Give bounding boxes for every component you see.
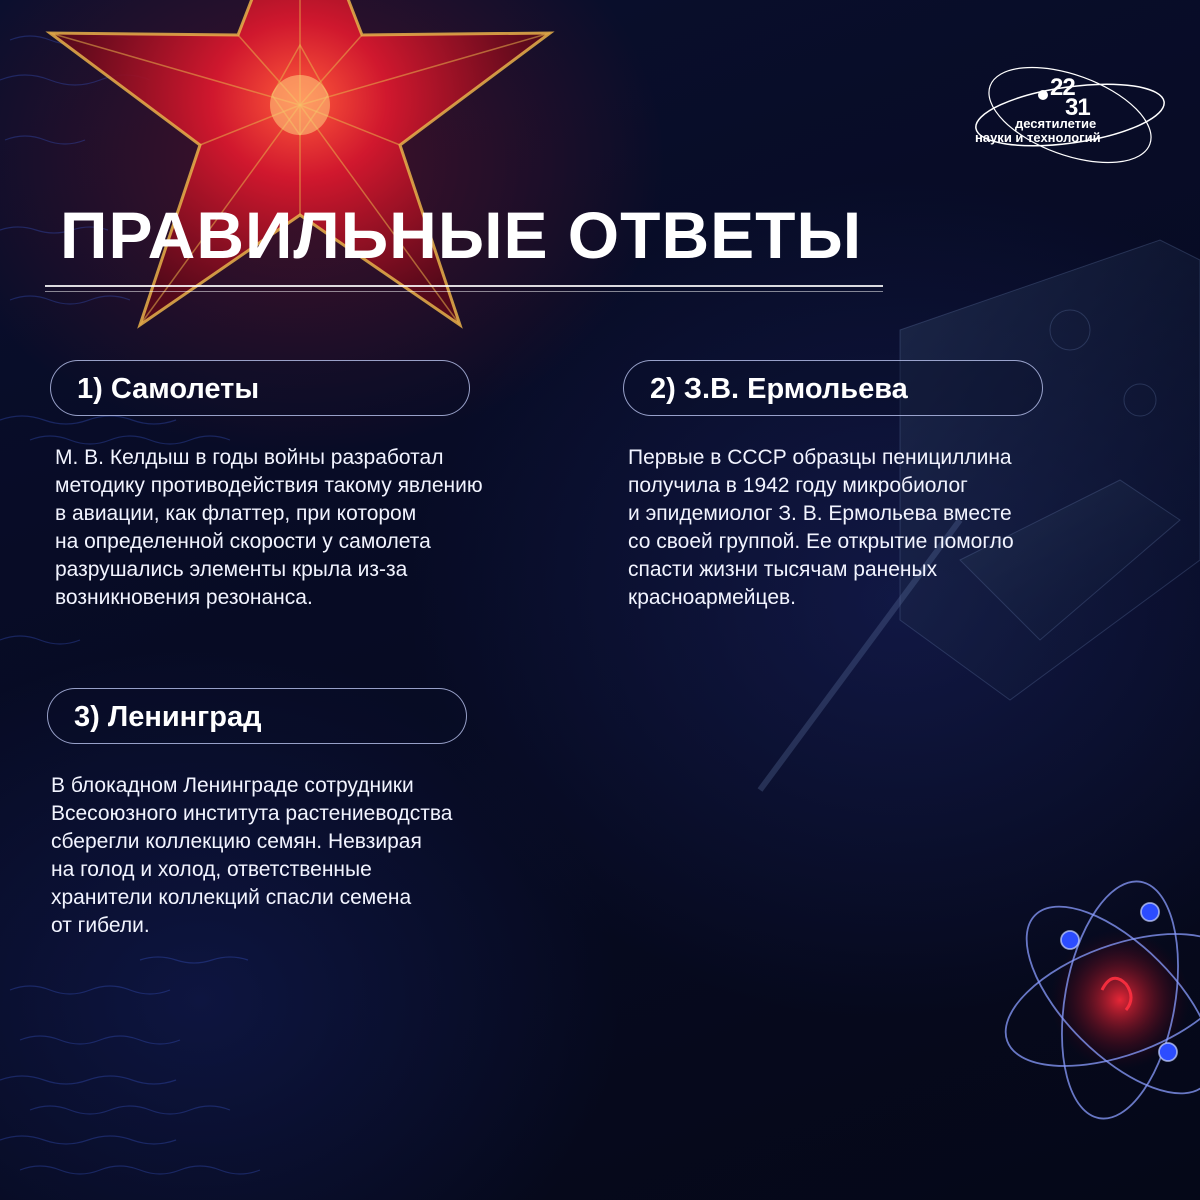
answer-3-text <box>51 772 452 940</box>
answer-1-label: 1) Самолеты <box>77 373 260 405</box>
logo-text-line1: десятилетие <box>1015 116 1097 131</box>
text-line: В блокадном Ленинграде сотрудники <box>51 774 414 797</box>
text-line: сберегли коллекцию семян. Невзирая <box>51 830 422 853</box>
kremlin-star-icon <box>50 0 550 325</box>
text-line: со своей группой. Ее открытие помогло <box>628 530 1014 553</box>
text-line: на определенной скорости у самолета <box>55 530 431 553</box>
text-line: получила в 1942 году микробиолог <box>628 474 968 497</box>
answer-2-text <box>628 444 1014 612</box>
text-line: в авиации, как флаттер, при котором <box>55 502 417 525</box>
answer-1-pill <box>50 360 470 416</box>
text-line: Всесоюзного института растениеводства <box>51 802 453 825</box>
answer-3-label: 3) Ленинград <box>74 701 262 733</box>
text-line: красноармейцев. <box>628 586 796 609</box>
answer-1-text <box>55 444 483 612</box>
logo-number-bottom: 31 <box>1065 94 1090 121</box>
text-line: и эпидемиолог З. В. Ермольева вместе <box>628 502 1012 525</box>
answer-2-label: 2) З.В. Ермольева <box>650 373 908 405</box>
title-divider <box>45 285 883 287</box>
answer-3-pill <box>47 688 467 744</box>
decade-logo <box>965 60 1165 180</box>
logo-text-line2: науки и технологий <box>975 130 1101 145</box>
text-line: хранители коллекций спасли семена <box>51 886 412 909</box>
text-line: методику противодействия такому явлению <box>55 474 483 497</box>
text-line: спасти жизни тысячам раненых <box>628 558 938 581</box>
logo-number-top: 22 <box>1050 74 1075 101</box>
text-line: Первые в СССР образцы пенициллина <box>628 446 1012 469</box>
text-line: от гибели. <box>51 914 150 937</box>
text-line: возникновения резонанса. <box>55 586 313 609</box>
answer-2-pill <box>623 360 1043 416</box>
title-divider-thin <box>45 291 883 292</box>
page-title: ПРАВИЛЬНЫЕ ОТВЕТЫ <box>60 198 863 272</box>
text-line: на голод и холод, ответственные <box>51 858 372 881</box>
text-line: разрушались элементы крыла из-за <box>55 558 408 581</box>
atom-icon <box>988 872 1200 1127</box>
text-line: М. В. Келдыш в годы войны разработал <box>55 446 444 469</box>
